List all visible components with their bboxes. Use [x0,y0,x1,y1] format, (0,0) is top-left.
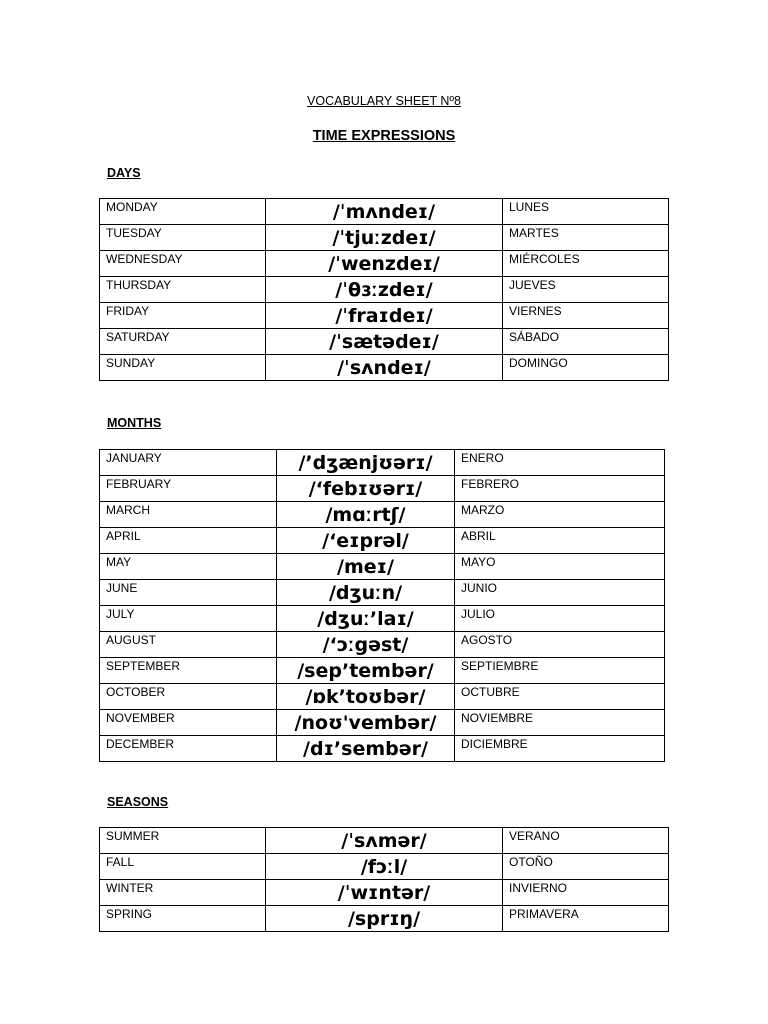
table-row [100,303,669,329]
phonetic-transcription: /ˈsʌndeɪ/ [266,355,503,381]
months-table [99,449,665,762]
table-row [100,854,669,880]
english-word: MAY [100,554,277,580]
table-row [100,658,665,684]
english-word: FRIDAY [100,303,266,329]
spanish-translation: MIÉRCOLES [503,251,669,277]
days-rows [100,199,669,381]
table-row [100,736,665,762]
spanish-translation: FEBRERO [455,476,665,502]
phonetic-transcription: /’dʒænjʊərɪ/ [277,450,455,476]
spanish-translation: LUNES [503,199,669,225]
phonetic-transcription: /ˈtjuːzdeɪ/ [266,225,503,251]
spanish-translation: MARTES [503,225,669,251]
phonetic-transcription: /noʊ'vembər/ [277,710,455,736]
table-row [100,476,665,502]
phonetic-transcription: /‘febɪʊərɪ/ [277,476,455,502]
table-row [100,251,669,277]
phonetic-transcription: /ˈwɪntər/ [266,880,503,906]
spanish-translation: OCTUBRE [455,684,665,710]
english-word: SEPTEMBER [100,658,277,684]
table-row [100,632,665,658]
english-word: TUESDAY [100,225,266,251]
phonetic-transcription: /ˈmʌndeɪ/ [266,199,503,225]
spanish-translation: INVIERNO [503,880,669,906]
phonetic-transcription: /‘eɪprəl/ [277,528,455,554]
english-word: THURSDAY [100,277,266,303]
english-word: WINTER [100,880,266,906]
spanish-translation: DICIEMBRE [455,736,665,762]
seasons-table [99,827,669,932]
phonetic-transcription: /ɒk’toʊbər/ [277,684,455,710]
english-word: OCTOBER [100,684,277,710]
spanish-translation: JUEVES [503,277,669,303]
english-word: AUGUST [100,632,277,658]
seasons-rows [100,828,669,932]
table-row [100,329,669,355]
table-row [100,606,665,632]
table-row [100,355,669,381]
table-row [100,880,669,906]
phonetic-transcription: /ˈfraɪdeɪ/ [266,303,503,329]
english-word: JULY [100,606,277,632]
spanish-translation: SÁBADO [503,329,669,355]
spanish-translation: ENERO [455,450,665,476]
phonetic-transcription: /mɑːrtʃ/ [277,502,455,528]
spanish-translation: MAYO [455,554,665,580]
english-word: FEBRUARY [100,476,277,502]
spanish-translation: DOMINGO [503,355,669,381]
english-word: NOVEMBER [100,710,277,736]
days-table [99,198,669,381]
phonetic-transcription: /fɔːl/ [266,854,503,880]
table-row [100,277,669,303]
table-row [100,528,665,554]
spanish-translation: AGOSTO [455,632,665,658]
months-rows [100,450,665,762]
months-heading: MONTHS [107,416,162,430]
phonetic-transcription: /sep’tembər/ [277,658,455,684]
spanish-translation: NOVIEMBRE [455,710,665,736]
days-heading: DAYS [107,166,141,180]
english-word: APRIL [100,528,277,554]
phonetic-transcription: /dɪ’sembər/ [277,736,455,762]
table-row [100,710,665,736]
spanish-translation: VERANO [503,828,669,854]
phonetic-transcription: /ˈwenzdeɪ/ [266,251,503,277]
topic-title: TIME EXPRESSIONS [312,128,456,144]
spanish-translation: PRIMAVERA [503,906,669,932]
phonetic-transcription: /ˈsʌmər/ [266,828,503,854]
english-word: WEDNESDAY [100,251,266,277]
spanish-translation: JULIO [455,606,665,632]
table-row [100,199,669,225]
english-word: SPRING [100,906,266,932]
english-word: JANUARY [100,450,277,476]
phonetic-transcription: /ˈsætədeɪ/ [266,329,503,355]
table-row [100,580,665,606]
spanish-translation: SEPTIEMBRE [455,658,665,684]
phonetic-transcription: /sprɪŋ/ [266,906,503,932]
phonetic-transcription: /meɪ/ [277,554,455,580]
sheet-title: VOCABULARY SHEET Nº8 [307,94,461,108]
spanish-translation: VIERNES [503,303,669,329]
table-row [100,225,669,251]
spanish-translation: ABRIL [455,528,665,554]
table-row [100,684,665,710]
english-word: JUNE [100,580,277,606]
table-row [100,502,665,528]
table-row [100,450,665,476]
table-row [100,828,669,854]
english-word: DECEMBER [100,736,277,762]
english-word: MARCH [100,502,277,528]
english-word: SATURDAY [100,329,266,355]
phonetic-transcription: /dʒuːn/ [277,580,455,606]
phonetic-transcription: /ˈθɜːzdeɪ/ [266,277,503,303]
table-row [100,554,665,580]
spanish-translation: OTOÑO [503,854,669,880]
english-word: MONDAY [100,199,266,225]
english-word: SUNDAY [100,355,266,381]
spanish-translation: MARZO [455,502,665,528]
english-word: SUMMER [100,828,266,854]
table-row [100,906,669,932]
phonetic-transcription: /‘ɔːgəst/ [277,632,455,658]
seasons-heading: SEASONS [107,795,169,809]
spanish-translation: JUNIO [455,580,665,606]
phonetic-transcription: /dʒuː’laɪ/ [277,606,455,632]
english-word: FALL [100,854,266,880]
